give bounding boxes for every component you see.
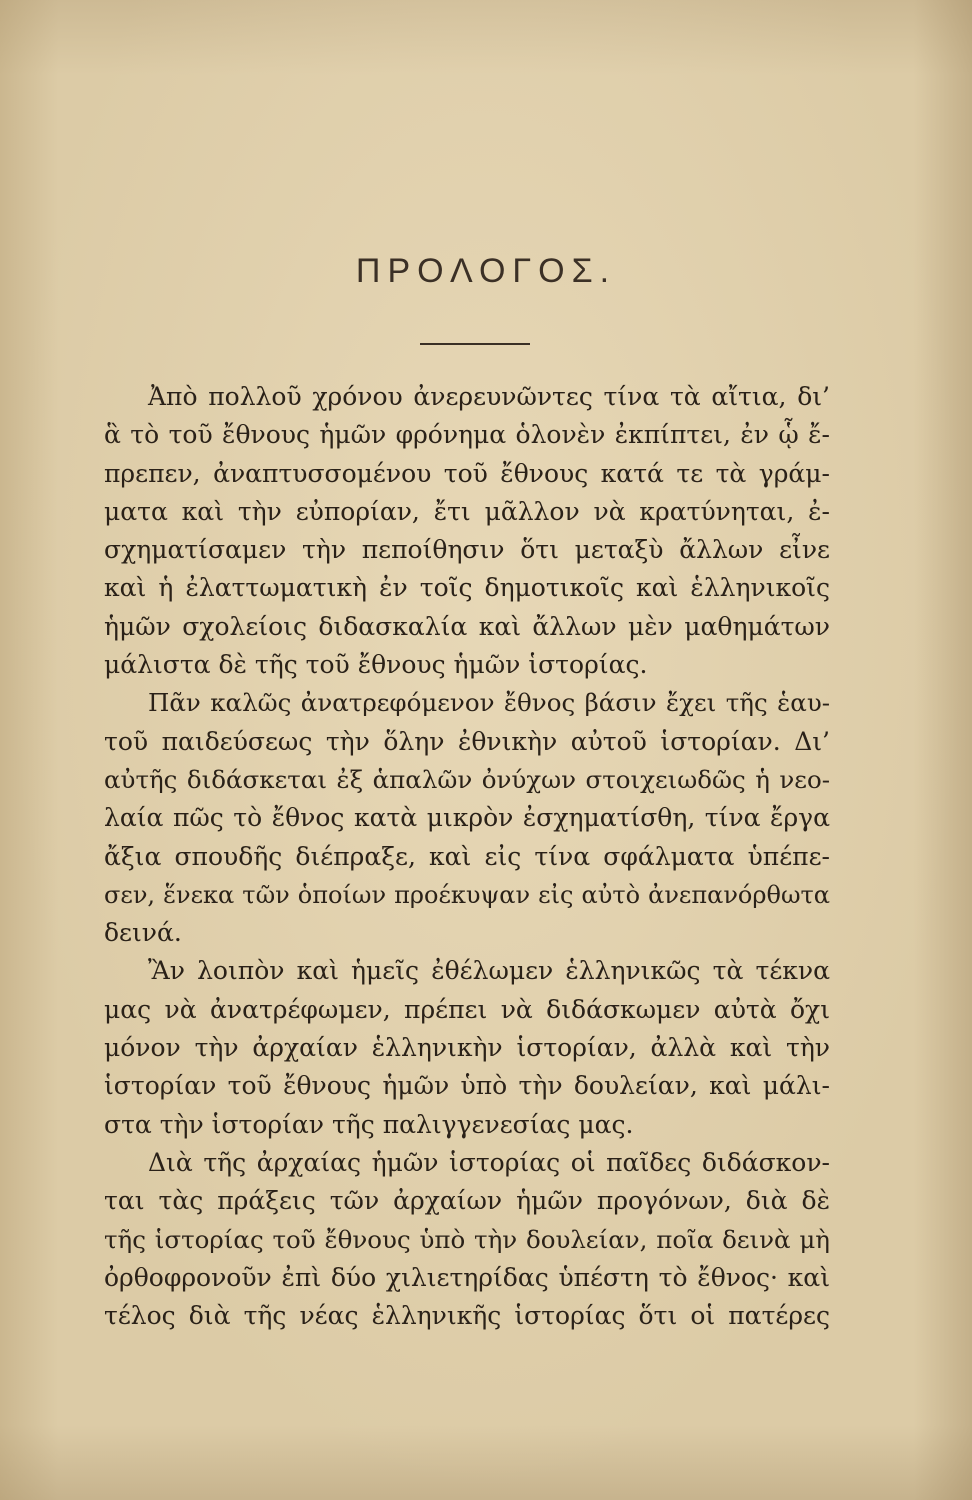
text-line: αὐτῆς διδάσκεται ἐξ ἁπαλῶν ὀνύχων στοιχειωδῶς ἡ νεο- (104, 764, 830, 794)
text-line: Διὰ τῆς ἀρχαίας ἡμῶν ἱστορίας οἱ παῖδες διδάσκον- (148, 1147, 830, 1177)
title-rule (420, 343, 530, 345)
text-line: ἱστορίαν τοῦ ἔθνους ἡμῶν ὑπὸ τὴν δουλείαν, καὶ μάλι- (104, 1071, 830, 1101)
text-line: λαία πῶς τὸ ἔθνος κατὰ μικρὸν ἐσχηματίσθη, τίνα ἔργα (104, 803, 830, 833)
text-line: Ἀπὸ πολλοῦ χρόνου ἀνερευνῶντες τίνα τὰ αἴτια, δι’ (148, 382, 830, 411)
text-line: ται τὰς πράξεις τῶν ἀρχαίων ἡμῶν προγόνων, διὰ δὲ (104, 1186, 830, 1216)
text-line: πρεπεν, ἀναπτυσσομένου τοῦ ἔθνους κατά τε τὰ γράμ- (104, 458, 830, 488)
text-line: ἡμῶν σχολείοις διδασκαλία καὶ ἄλλων μὲν μαθημάτων (104, 611, 830, 641)
text-line: μας νὰ ἀνατρέφωμεν, πρέπει νὰ διδάσκωμεν αὐτὰ ὄχι (104, 994, 830, 1024)
text-line: στα τὴν ἱστορίαν τῆς παλιγγενεσίας μας. (104, 1109, 634, 1139)
text-line: σεν, ἕνεκα τῶν ὁποίων προέκυψαν εἰς αὐτὸ ἀνεπανόρθωτα (104, 880, 830, 909)
text-line: Πᾶν καλῶς ἀνατρεφόμενον ἔθνος βάσιν ἔχει τῆς ἑαυ- (148, 688, 830, 718)
body-text (104, 378, 830, 1335)
text-line: σχηματίσαμεν τὴν πεποίθησιν ὅτι μεταξὺ ἄλλων εἶνε (104, 535, 830, 565)
text-line: δεινά. (104, 918, 182, 948)
text-line: ἄξια σπουδῆς διέπραξε, καὶ εἰς τίνα σφάλματα ὑπέπε- (104, 841, 830, 871)
text-line: ὀρθοφρονοῦν ἐπὶ δύο χιλιετηρίδας ὑπέστη τὸ ἔθνος· καὶ (104, 1262, 830, 1292)
text-line: καὶ ἡ ἐλαττωματικὴ ἐν τοῖς δημοτικοῖς καὶ ἑλληνικοῖς (104, 573, 830, 603)
text-line: μόνον τὴν ἀρχαίαν ἑλληνικὴν ἱστορίαν, ἀλλὰ καὶ τὴν (104, 1033, 830, 1063)
text-line: ἃ τὸ τοῦ ἔθνους ἡμῶν φρόνημα ὁλονὲν ἐκπίπτει, ἐν ᾧ ἔ- (104, 420, 830, 450)
text-line: μάλιστα δὲ τῆς τοῦ ἔθνους ἡμῶν ἱστορίας. (104, 650, 648, 680)
page-title: ΠΡΟΛΟΓΟΣ. (355, 252, 617, 290)
text-line: ματα καὶ τὴν εὐπορίαν, ἔτι μᾶλλον νὰ κρατύνηται, ἐ- (104, 496, 830, 526)
text-line: τῆς ἱστορίας τοῦ ἔθνους ὑπὸ τὴν δουλείαν, ποῖα δεινὰ μὴ (104, 1224, 830, 1254)
text-line: τοῦ παιδεύσεως τὴν ὅλην ἐθνικὴν αὐτοῦ ἱστορίαν. Δι’ (104, 726, 830, 756)
text-line: Ἂν λοιπὸν καὶ ἡμεῖς ἐθέλωμεν ἑλληνικῶς τὰ τέκνα (148, 956, 830, 986)
text-line: τέλος διὰ τῆς νέας ἑλληνικῆς ἱστορίας ὅτι οἱ πατέρες (104, 1301, 830, 1331)
